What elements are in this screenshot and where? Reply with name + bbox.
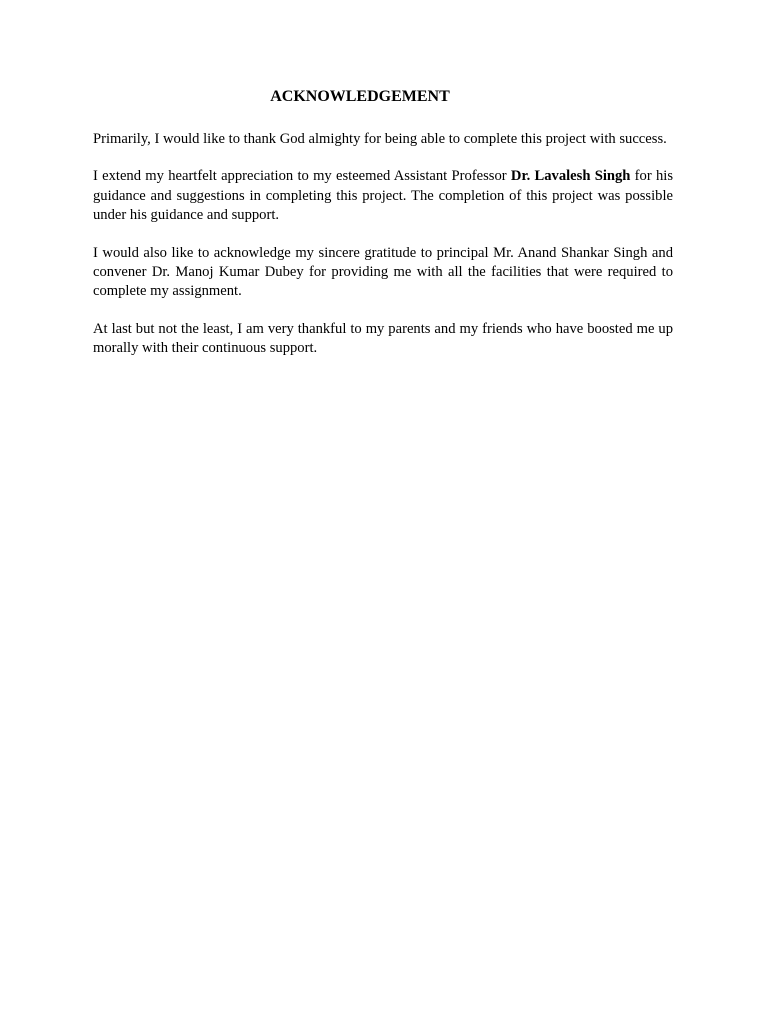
paragraph-professor-rest: for his guidance and suggestions in completing this project. The completion of this project was possible under his guidance and support.: [93, 168, 673, 224]
paragraph-principal: I would also like to acknowledge my sincere gratitude to principal Mr. Anand Shankar Singh and convener Dr. Manoj Kumar Dubey for providing me with all the facilities that were required to complete my assignment.: [93, 244, 673, 300]
page-title: ACKNOWLEDGEMENT: [270, 88, 450, 105]
acknowledgement-body: [93, 130, 673, 377]
paragraph-parents-friends: At last but not the least, I am very thankful to my parents and my friends who have boosted me up morally with their continuous support.: [93, 320, 673, 357]
paragraph-professor-intro: I extend my heartfelt appreciation to my esteemed Assistant Professor: [93, 168, 511, 185]
paragraph-professor: [93, 167, 673, 225]
paragraph-thanks-god: Primarily, I would like to thank God almighty for being able to complete this project with success.: [93, 131, 667, 147]
professor-name: Dr. Lavalesh Singh: [510, 168, 631, 185]
